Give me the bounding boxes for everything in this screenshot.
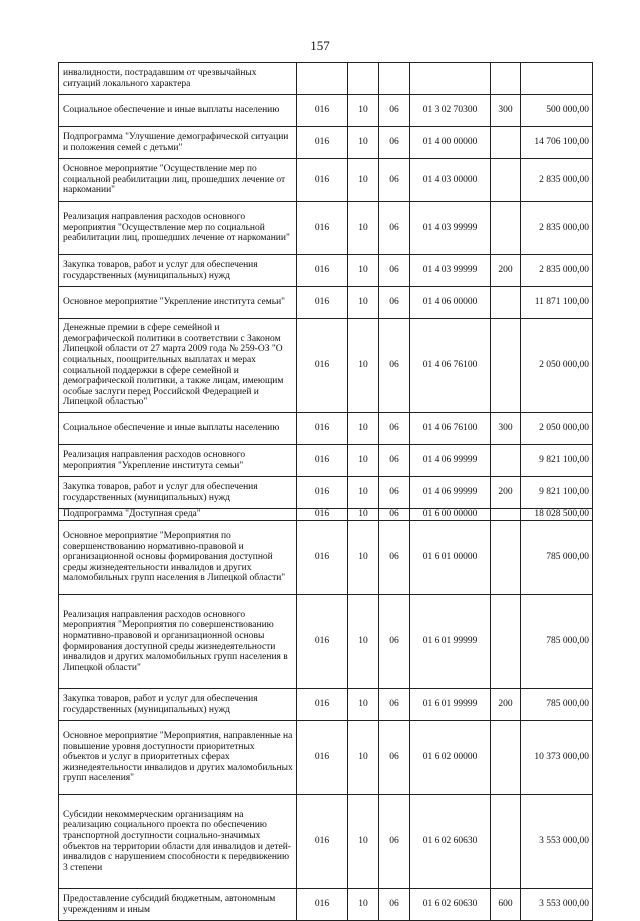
cell-kind (491, 63, 521, 95)
table-row (59, 63, 593, 95)
cell-name: Подпрограмма "Доступная среда" (59, 509, 297, 521)
cell-kind (491, 319, 521, 413)
cell-target (410, 63, 491, 95)
cell-admin: 016 (297, 127, 348, 159)
budget-table (58, 62, 593, 921)
cell-section: 10 (348, 795, 379, 889)
cell-name: Подпрограмма "Улучшение демографической ситуации и положения семей с детьми" (59, 127, 297, 159)
cell-target: 01 6 02 60630 (410, 795, 491, 889)
cell-name: Закупка товаров, работ и услуг для обеспечения государственных (муниципальных) нужд (59, 477, 297, 509)
cell-name: Реализация направления расходов основного мероприятия "Мероприятия по совершенствованию нормативно-правовой и организационной основы формирования доступной среды жизнедеятельности инвалидов и других маломобильных групп населения в Липецкой области" (59, 595, 297, 689)
cell-name: Реализация направления расходов основного мероприятия "Осуществление мер по социальной реабилитации лиц, прошедших лечение от наркомании" (59, 202, 297, 255)
cell-subsection: 06 (379, 287, 410, 319)
cell-amount: 2 050 000,00 (521, 319, 593, 413)
table-row (59, 413, 593, 445)
cell-kind (491, 127, 521, 159)
cell-subsection: 06 (379, 595, 410, 689)
cell-admin: 016 (297, 795, 348, 889)
cell-target: 01 4 03 99999 (410, 255, 491, 287)
cell-kind (491, 795, 521, 889)
cell-amount (521, 63, 593, 95)
cell-amount: 785 000,00 (521, 521, 593, 595)
cell-kind (491, 595, 521, 689)
cell-subsection: 06 (379, 521, 410, 595)
cell-amount: 2 835 000,00 (521, 202, 593, 255)
cell-amount: 9 821 100,00 (521, 445, 593, 477)
cell-section: 10 (348, 159, 379, 202)
cell-admin: 016 (297, 595, 348, 689)
cell-admin: 016 (297, 889, 348, 921)
cell-subsection: 06 (379, 721, 410, 795)
cell-amount: 500 000,00 (521, 95, 593, 127)
cell-section: 10 (348, 95, 379, 127)
cell-name: Социальное обеспечение и иные выплаты населению (59, 413, 297, 445)
cell-admin: 016 (297, 445, 348, 477)
cell-admin: 016 (297, 721, 348, 795)
cell-name: Социальное обеспечение и иные выплаты населению (59, 95, 297, 127)
cell-amount: 3 553 000,00 (521, 795, 593, 889)
cell-amount: 3 553 000,00 (521, 889, 593, 921)
cell-admin: 016 (297, 413, 348, 445)
cell-amount: 10 373 000,00 (521, 721, 593, 795)
cell-subsection: 06 (379, 445, 410, 477)
cell-name: Основное мероприятие "Осуществление мер по социальной реабилитации лиц, прошедших лечение от наркомании" (59, 159, 297, 202)
cell-name: Основное мероприятие "Мероприятия по совершенствованию нормативно-правовой и организационной основы формирования доступной среды жизнедеятельности инвалидов и других маломобильных групп населения в Липецкой области" (59, 521, 297, 595)
cell-target: 01 4 03 00000 (410, 159, 491, 202)
cell-subsection: 06 (379, 795, 410, 889)
cell-kind: 200 (491, 255, 521, 287)
cell-kind (491, 445, 521, 477)
cell-admin: 016 (297, 521, 348, 595)
cell-subsection: 06 (379, 889, 410, 921)
cell-admin: 016 (297, 255, 348, 287)
cell-subsection: 06 (379, 202, 410, 255)
cell-name: Реализация направления расходов основного мероприятия "Укрепление института семьи" (59, 445, 297, 477)
cell-target: 01 4 03 99999 (410, 202, 491, 255)
cell-subsection: 06 (379, 509, 410, 521)
cell-subsection: 06 (379, 413, 410, 445)
cell-name: Предоставление субсидий бюджетным, автономным учреждениям и иным (59, 889, 297, 921)
table-row (59, 319, 593, 413)
cell-target: 01 6 02 00000 (410, 721, 491, 795)
cell-amount: 18 028 500,00 (521, 509, 593, 521)
cell-subsection: 06 (379, 477, 410, 509)
cell-amount: 14 706 100,00 (521, 127, 593, 159)
cell-name: Основное мероприятие "Мероприятия, направленные на повышение уровня доступности приоритетных объектов и услуг в приоритетных сферах жизнедеятельности инвалидов и других маломобильных групп населения" (59, 721, 297, 795)
cell-name: Закупка товаров, работ и услуг для обеспечения государственных (муниципальных) нужд (59, 255, 297, 287)
cell-admin: 016 (297, 689, 348, 721)
cell-target: 01 4 06 00000 (410, 287, 491, 319)
table-row (59, 477, 593, 509)
cell-target: 01 3 02 70300 (410, 95, 491, 127)
cell-target: 01 4 00 00000 (410, 127, 491, 159)
table-row (59, 127, 593, 159)
table-row (59, 255, 593, 287)
cell-admin: 016 (297, 477, 348, 509)
table-row (59, 521, 593, 595)
cell-section: 10 (348, 319, 379, 413)
table-row (59, 509, 593, 521)
cell-name: Закупка товаров, работ и услуг для обеспечения государственных (муниципальных) нужд (59, 689, 297, 721)
cell-admin: 016 (297, 319, 348, 413)
cell-amount: 11 871 100,00 (521, 287, 593, 319)
cell-target: 01 6 01 99999 (410, 595, 491, 689)
cell-admin: 016 (297, 202, 348, 255)
cell-kind: 300 (491, 95, 521, 127)
cell-section: 10 (348, 127, 379, 159)
cell-subsection: 06 (379, 95, 410, 127)
table-row (59, 202, 593, 255)
cell-kind (491, 202, 521, 255)
cell-subsection (379, 63, 410, 95)
cell-target: 01 4 06 99999 (410, 477, 491, 509)
cell-target: 01 4 06 76100 (410, 413, 491, 445)
cell-amount: 9 821 100,00 (521, 477, 593, 509)
cell-section: 10 (348, 255, 379, 287)
cell-amount: 2 050 000,00 (521, 413, 593, 445)
cell-kind (491, 287, 521, 319)
cell-kind: 300 (491, 413, 521, 445)
cell-admin: 016 (297, 95, 348, 127)
cell-section: 10 (348, 413, 379, 445)
cell-section: 10 (348, 287, 379, 319)
cell-admin: 016 (297, 509, 348, 521)
cell-subsection: 06 (379, 255, 410, 287)
cell-amount: 2 835 000,00 (521, 255, 593, 287)
cell-target: 01 6 01 99999 (410, 689, 491, 721)
cell-admin: 016 (297, 159, 348, 202)
cell-section: 10 (348, 445, 379, 477)
cell-amount: 785 000,00 (521, 595, 593, 689)
cell-kind: 200 (491, 689, 521, 721)
cell-admin: 016 (297, 287, 348, 319)
cell-section: 10 (348, 689, 379, 721)
cell-section: 10 (348, 889, 379, 921)
cell-name: инвалидности, пострадавшим от чрезвычайных ситуаций локального характера (59, 63, 297, 95)
cell-target: 01 6 02 60630 (410, 889, 491, 921)
cell-name: Основное мероприятие "Укрепление института семьи" (59, 287, 297, 319)
cell-amount: 785 000,00 (521, 689, 593, 721)
cell-name: Субсидии некоммерческим организациям на реализацию социального проекта по обеспечению транспортной доступности социально-значимых объектов на территории области для инвалидов и детей-инвалидов с нарушением способности к передвижению 3 степени (59, 795, 297, 889)
table-row (59, 721, 593, 795)
cell-name: Денежные премии в сфере семейной и демографической политики в соответствии с Законом Липецкой области от 27 марта 2009 года № 259-ОЗ "О социальных, поощрительных выплатах и мерах социальной поддержки в сфере семейной и демографической политики, а также лицам, имеющим особые заслуги перед Российской Федерацией и Липецкой областью" (59, 319, 297, 413)
cell-amount: 2 835 000,00 (521, 159, 593, 202)
cell-section: 10 (348, 509, 379, 521)
table-row (59, 595, 593, 689)
table-row (59, 445, 593, 477)
cell-subsection: 06 (379, 159, 410, 202)
page-number: 157 (310, 38, 330, 53)
cell-subsection: 06 (379, 127, 410, 159)
cell-kind: 600 (491, 889, 521, 921)
table-row (59, 95, 593, 127)
cell-section: 10 (348, 521, 379, 595)
table-row (59, 159, 593, 202)
cell-section: 10 (348, 202, 379, 255)
cell-admin (297, 63, 348, 95)
budget-table-body (59, 63, 593, 921)
cell-subsection: 06 (379, 319, 410, 413)
cell-kind (491, 521, 521, 595)
cell-section: 10 (348, 477, 379, 509)
cell-kind: 200 (491, 477, 521, 509)
table-row (59, 689, 593, 721)
cell-subsection: 06 (379, 689, 410, 721)
table-row (59, 795, 593, 889)
cell-target: 01 4 06 76100 (410, 319, 491, 413)
table-row (59, 287, 593, 319)
cell-section: 10 (348, 721, 379, 795)
cell-target: 01 6 00 00000 (410, 509, 491, 521)
cell-kind (491, 159, 521, 202)
cell-section: 10 (348, 595, 379, 689)
cell-section (348, 63, 379, 95)
cell-target: 01 4 06 99999 (410, 445, 491, 477)
cell-kind (491, 509, 521, 521)
cell-kind (491, 721, 521, 795)
cell-target: 01 6 01 00000 (410, 521, 491, 595)
